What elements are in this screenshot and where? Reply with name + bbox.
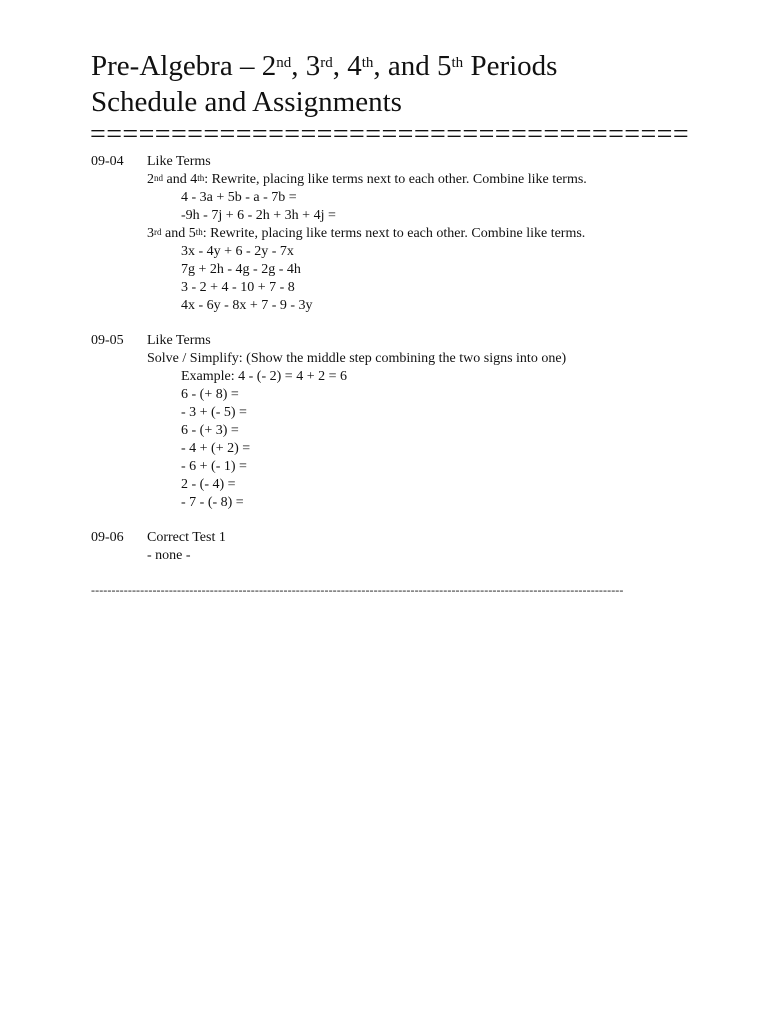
page-subtitle: Schedule and Assignments [91,86,402,118]
group-instruction: 3rd and 5th: Rewrite, placing like terms next to each other. Combine like terms. [147,226,586,241]
footer-divider: ---------------------------------------------------------------------------------------------------------------------------------- [91,583,624,597]
problem: 2 - (- 4) = [181,477,236,492]
problem: -9h - 7j + 6 - 2h + 3h + 4j = [181,208,336,223]
entry-date: 09-05 [91,333,124,348]
problem: - 7 - (- 8) = [181,495,244,510]
entry-topic: Correct Test 1 [147,530,226,545]
entry-topic: Like Terms [147,154,211,169]
problem: 4 - 3a + 5b - a - 7b = [181,190,297,205]
entry-topic: Like Terms [147,333,211,348]
entry-date: 09-06 [91,530,124,545]
problem: 6 - (+ 3) = [181,423,239,438]
group-instruction: 2nd and 4th: Rewrite, placing like terms next to each other. Combine like terms. [147,172,587,187]
example: Example: 4 - (- 2) = 4 + 2 = 6 [181,369,347,384]
problem: - 4 + (+ 2) = [181,441,251,456]
problem: 7g + 2h - 4g - 2g - 4h [181,262,301,277]
problem: 4x - 6y - 8x + 7 - 9 - 3y [181,298,313,313]
problem: - 3 + (- 5) = [181,405,247,420]
problem: 6 - (+ 8) = [181,387,239,402]
header-divider: ===================================== [90,119,690,150]
page-title: Pre-Algebra – 2nd, 3rd, 4th, and 5th Periods [91,50,558,82]
entry-date: 09-04 [91,154,124,169]
problem: 3 - 2 + 4 - 10 + 7 - 8 [181,280,295,295]
problem: - 6 + (- 1) = [181,459,247,474]
entry-instruction: Solve / Simplify: (Show the middle step combining the two signs into one) [147,351,567,366]
entry-note: - none - [147,548,191,563]
problem: 3x - 4y + 6 - 2y - 7x [181,244,294,259]
